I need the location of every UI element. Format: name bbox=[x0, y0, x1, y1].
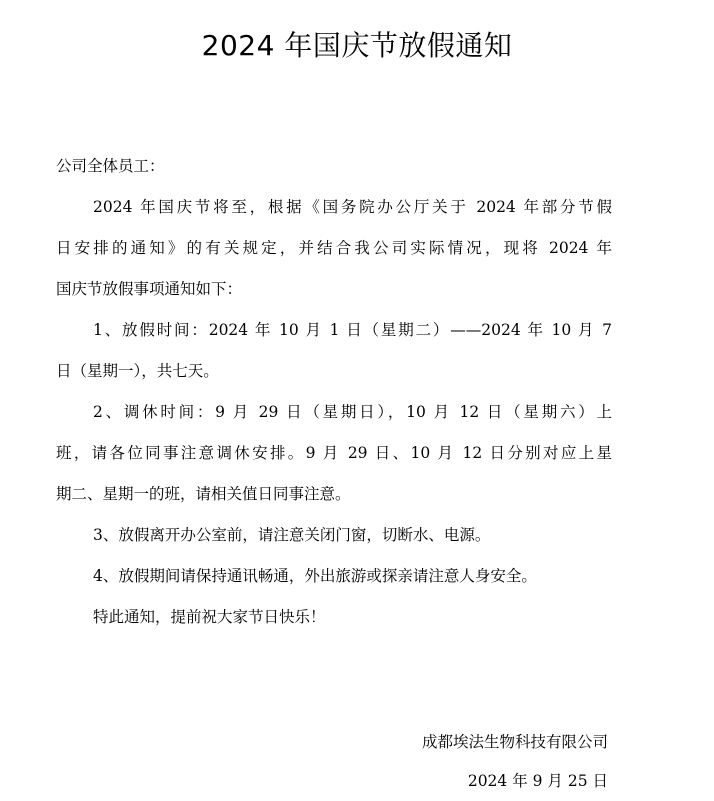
paragraph-line: 1、放假时间：2024 年 10 月 1 日（星期二）——2024 年 10 月 7 bbox=[93, 321, 612, 339]
paragraph-line: 期二、星期一的班，请相关值日同事注意。 bbox=[56, 485, 351, 503]
paragraph-line: 日安排的通知》的有关规定，并结合我公司实际情况，现将 2024 年 bbox=[56, 239, 612, 257]
notice-body bbox=[56, 146, 612, 638]
paragraph-line: 班，请各位同事注意调休安排。9 月 29 日、10 月 12 日分别对应上星 bbox=[56, 444, 612, 462]
notice-title: 2024 年国庆节放假通知 bbox=[201, 29, 513, 62]
paragraph-line: 国庆节放假事项通知如下： bbox=[56, 280, 243, 298]
paragraph-line: 4、放假期间请保持通讯畅通，外出旅游或探亲请注意人身安全。 bbox=[93, 567, 537, 585]
issue-date: 2024 年 9 月 25 日 bbox=[467, 772, 608, 790]
paragraph-line: 特此通知，提前祝大家节日快乐！ bbox=[93, 608, 326, 626]
paragraph-line: 日（星期一），共七天。 bbox=[56, 362, 219, 380]
salutation: 公司全体员工： bbox=[56, 157, 165, 175]
paragraph-line: 2024 年国庆节将至，根据《国务院办公厅关于 2024 年部分节假 bbox=[93, 198, 612, 216]
issuing-organization: 成都埃法生物科技有限公司 bbox=[421, 733, 608, 751]
paragraph-line: 3、放假离开办公室前，请注意关闭门窗，切断水、电源。 bbox=[93, 526, 491, 544]
paragraph-line: 2、调休时间：9 月 29 日（星期日），10 月 12 日（星期六）上 bbox=[93, 403, 612, 421]
